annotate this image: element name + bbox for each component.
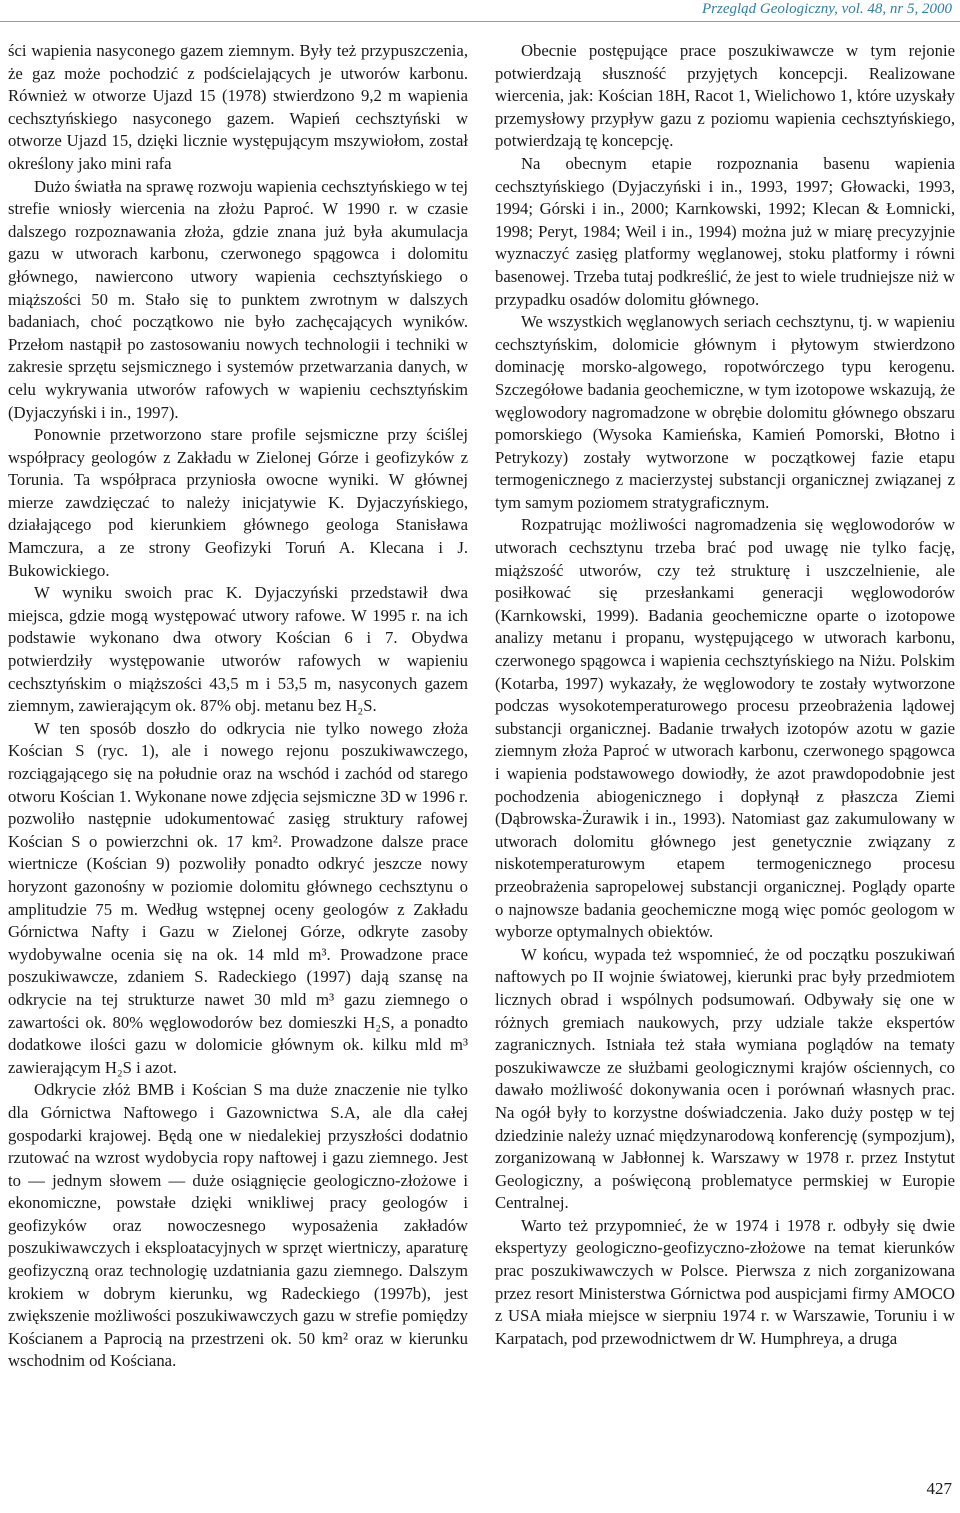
paragraph: W ten sposób doszło do odkrycia nie tylko nowego złoża Kościan S (ryc. 1), ale i nowego rejonu poszukiwawczego, rozciągającego się na południe oraz na wschód i zachód od starego otworu Kościan 1. Wykonane nowe zdjęcia sejsmiczne 3D w 1996 r. pozwoliło następnie udokumentować zasięg struktury rafowej Kościan S o powierzchni ok. 17 km². Prowadzone dalsze prace wiertnicze (Kościan 9) pozwoliły ponadto odkryć jeszcze nowy horyzont gazonośny w poziomie dolomitu głównego cechsztynu o amplitudzie 75 m. Według wstępnej oceny geologów z Zakładu Górnictwa Nafty i Gazu w Zielonej Górze, odkryte zasoby wydobywalne ocenia się na ok. 14 mld m³. Prowadzone prace poszukiwawcze, zdaniem S. Radeckiego (1997) dają szansę na odkrycie na tej strukturze nawet 30 mld m³ gazu ziemnego o zawartości ok. 80% węglowodorów bez domieszki H₂S, a ponadto dodatkowe ilości gazu w dolomicie głównym ok. kilku mld m³ zawierającym H₂S i azot. xyxy=(8,718,468,1077)
left-text-column xyxy=(8,40,468,1373)
journal-header xyxy=(0,0,960,22)
right-text-column xyxy=(495,40,955,1350)
paragraph: We wszystkich węglanowych seriach cechsztynu, tj. w wapieniu cechsztyńskim, dolomicie głównym i płytowym stwierdzono dominację morsko-algowego, ropotwórczego typu kerogenu. Szczegółowe badania geochemiczne, w tym izotopowe wskazują, że węglowodory nagromadzone w obrębie dolomitu głównego obszaru pomorskiego (Wysoka Kamieńska, Kamień Pomorski, Błotno i Petrykozy) zostały wytworzone w początkowej fazie etapu termogenicznego z macierzystej substancji organicznej związanej z tym samym poziomem stratygraficznym. xyxy=(495,312,955,512)
paragraph: Dużo światła na sprawę rozwoju wapienia cechsztyńskiego w tej strefie wniosły wiercenia na złożu Paproć. W 1990 r. w czasie dalszego rozpoznawania złoża, gdzie znana już była akumulacja gazu w utworach karbonu, czerwonego spągowca i dolomitu głównego, nawiercono utwory wapienia cechsztyńskiego o miąższości 50 m. Stało się to punktem zwrotnym w dalszych badaniach, choć początkowo nie było zachęcających wyników. Przełom nastąpił po zastosowaniu nowych technologii i techniki w zakresie sprzętu sejsmicznego i systemów przetwarzania danych, w celu wykrywania utworów rafowych w wapieniu cechsztyńskim (Dyjaczyński i in., 1997). xyxy=(8,176,468,422)
page-number: 427 xyxy=(926,1479,952,1498)
paragraph: W wyniku swoich prac K. Dyjaczyński przedstawił dwa miejsca, gdzie mogą występować utwory rafowe. W 1995 r. na ich podstawie wykonano dwa otwory Kościan 6 i 7. Obydwa potwierdziły występowanie utworów rafowych w wapieniu cechsztyńskim o miąższości 43,5 m i 53,5 m, nasyconych gazem ziemnym, zawierającym ok. 87% obj. metanu bez H₂S. xyxy=(8,583,468,716)
paragraph: Odkrycie złóż BMB i Kościan S ma duże znaczenie nie tylko dla Górnictwa Naftowego i Gazownictwa S.A, ale dla całej gospodarki krajowej. Będą one w niedalekiej przyszłości dodatnio rzutować na wzrost wydobycia ropy naftowej i gazu ziemnego. Jest to — jednym słowem — duże osiągnięcie geologiczno-złożowe i ekonomiczne, powstałe dzięki wnikliwej pracy geologów i geofizyków oraz nowoczesnego wyposażenia zakładów poszukiwawczych i eksploatacyjnych w sprzęt wiertniczy, aparaturę geofizyczną oraz technologię uzdatniania gazu ziemnego. Dalszym krokiem w dobrym kierunku, wg Radeckiego (1997b), jest zwiększenie możliwości poszukiwawczych gazu w strefie pomiędzy Kościanem a Paprocią na przestrzeni ok. 50 km² oraz w kierunku wschodnim od Kościana. xyxy=(8,1080,468,1371)
paragraph: Na obecnym etapie rozpoznania basenu wapienia cechsztyńskiego (Dyjaczyński i in., 1993, 1997; Głowacki, 1993, 1994; Górski i in., 2000; Karnkowski, 1992; Klecan & Łomnicki, 1998; Peryt, 1984; Weil i in., 1994) można już w miarę precyzyjnie wyznaczyć zasięg platformy węglanowej, stoku platformy i równi basenowej. Trzeba tutaj podkreślić, że jest to wiele trudniejsze niż w przypadku osadów dolomitu głównego. xyxy=(495,153,955,309)
paragraph: ści wapienia nasyconego gazem ziemnym. Były też przypuszczenia, że gaz może pochodzić z podścielających je utworów karbonu. Również w otworze Ujazd 15 (1978) stwierdzono 9,2 m wapienia cechsztyńskiego nasyconego gazem. Wapień cechsztyński w otworze Ujazd 15, dzięki licznie występującym mszywiołom, został określony jako mini rafa xyxy=(8,41,468,173)
paragraph: Obecnie postępujące prace poszukiwawcze w tym rejonie potwierdzają słuszność przyjętych koncepcji. Realizowane wiercenia, jak: Kościan 18H, Racot 1, Wielichowo 1, które uzyskały przemysłowy przypływ gazu z poziomu wapienia cechsztyńskiego, potwierdzają tę koncepcję. xyxy=(495,41,955,151)
paragraph: W końcu, wypada też wspomnieć, że od początku poszukiwań naftowych po II wojnie światowej, kierunki prac były przedmiotem licznych obrad i wspólnych podsumowań. Odbywały się one w różnych gremiach naukowych, przy udziale także ekspertów zagranicznych. Istniała też stała wymiana poglądów na tematy poszukiwawcze ze służbami geologicznymi krajów ościennych, co dawało możliwość dokonywania ocen i porównań własnych prac. Na ogół były to korzystne doświadczenia. Jako duży postęp w tej dziedzinie należy uznać międzynarodową konferencję (sympozjum), zorganizowaną w Jabłonnej k. Warszawy w 1978 r. przez Instytut Geologiczny, a poświęconą problematyce permskiej w Europie Centralnej. xyxy=(495,944,955,1213)
journal-title: Przegląd Geologiczny, vol. 48, nr 5, 2000 xyxy=(702,1,952,17)
paragraph: Ponownie przetworzono stare profile sejsmiczne przy ściślej współpracy geologów z Zakładu w Zielonej Górze i geofizyków z Torunia. Ta współpraca przyniosła owocne wyniki. W głównej mierze zawdzięczać to należy inicjatywie K. Dyjaczyńskiego, działającego pod kierunkiem głównego geologa Stanisława Mamczura, a ze strony Geofizyki Toruń A. Klecana i J. Bukowickiego. xyxy=(8,425,468,580)
paragraph: Rozpatrując możliwości nagromadzenia się węglowodorów w utworach cechsztynu trzeba brać pod uwagę nie tylko fację, miąższość utworów, czy też strukturę i uszczelnienie, ale posiłkować się przesłankami generacji węglowodorów (Karnkowski, 1999). Badania geochemiczne oparte o izotopowe analizy metanu i propanu, występującego w utworach karbonu, czerwonego spągowca i wapienia cechsztyńskiego na Niżu. Polskim (Kotarba, 1997) wykazały, że węglowodory te zostały wytworzone podczas wysokotemperaturowego procesu przeobrażenia lądowej substancji organicznej. Badanie trwałych izotopów azotu w gazie ziemnym złoża Paproć w utworach karbonu, czerwonego spągowca i wapienia podstawowego dowiodły, że azot prawdopodobnie jest pochodzenia abiogenicznego i dopłynął z płaszcza Ziemi (Dąbrowska-Żurawik i in., 1993). Natomiast gaz zakumulowany w utworach dolomitu głównego jest genetycznie związany z niskotemperaturowym etapem termogenicznego procesu przeobrażenia sapropelowej substancji organicznej. Poglądy oparte o najnowsze badania geochemiczne mogą więc pomóc geologom w wyborze optymalnych obiektów. xyxy=(495,515,955,942)
paragraph: Warto też przypomnieć, że w 1974 i 1978 r. odbyły się dwie ekspertyzy geologiczno-geofizyczno-złożowe na temat kierunków prac poszukiwawczych w Polsce. Pierwsza z nich zorganizowana przez resort Ministerstwa Górnictwa pod auspicjami firmy AMOCO z USA miała miejsce w sierpniu 1974 r. w Warszawie, Toruniu i w Karpatach, pod przewodnictwem dr W. Humphreya, a druga xyxy=(495,1215,955,1348)
